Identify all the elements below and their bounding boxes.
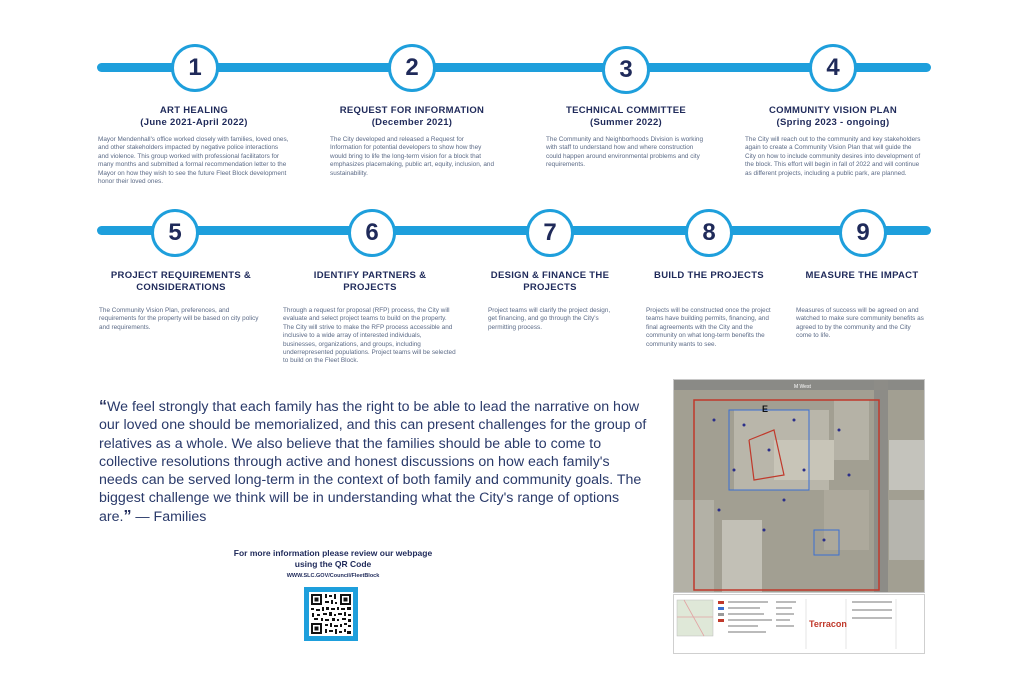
step-1-title: ART HEALING [159, 105, 229, 116]
map-street-label: M West [794, 384, 811, 390]
more-info-text: For more information please review our webpage using the QR Code [233, 548, 433, 569]
step-4-title: COMMUNITY VISION PLAN [768, 105, 898, 116]
map-area-label: E [762, 404, 769, 414]
step-5 [99, 270, 263, 332]
step-7-number: 7 [526, 209, 574, 257]
step-3-description: The Community and Neighborhoods Division is working with staff to understand how and where construction could happen around environmental problems and city requirements. [546, 136, 703, 169]
step-9-title: MEASURE THE IMPACT [805, 270, 919, 281]
step-8-description: Projects will be constructed once the project teams have building permits, financing, and final agreements with the City and the community on what long-term benefits the community wants to see. [646, 307, 771, 348]
timeline-bar-top [97, 63, 931, 72]
quote-text: We feel strongly that each family has the right to be able to lead the narrative on how our loved one should be memorialized, and this can present challenges for the group of relatives as a whole. We also believe that the families should be able to come to collective resolutions through active and honest discussions on how each family's needs can be served long-term in the context of both family and community goals. The biggest challenge we think will be in understanding what the City's range of options are. [99, 399, 647, 525]
quote-attribution: — Families [135, 508, 207, 525]
family-quote [99, 398, 649, 526]
step-3-subtitle: (Summer 2022) [589, 117, 662, 128]
step-2 [330, 105, 494, 178]
map-legend [673, 594, 925, 654]
step-9-description: Measures of success will be agreed on and watched to make sure community benefits as agreed to by the community and the City come to life. [796, 307, 924, 340]
step-2-title: REQUEST FOR INFORMATION [339, 105, 485, 116]
terracon-logo: Terracon [809, 619, 847, 629]
step-3-number: 3 [602, 46, 650, 94]
aerial-photo-image [674, 380, 924, 592]
step-4-number: 4 [809, 44, 857, 92]
step-6-description: Through a request for proposal (RFP) process, the City will evaluate and select project teams to build on the property. The City will strive to make the RFP process accessible and inclusive to a wide array of interested individuals, businesses, organizations, and groups, including underrepresented populations. Project teams will be selected to build on the Fleet Block. [283, 307, 456, 365]
step-7 [488, 270, 612, 332]
step-4-subtitle: (Spring 2023 - ongoing) [776, 117, 890, 128]
step-2-description: The City developed and released a Request for Information for potential developers to show how they would bring to life the long-term vision for a block that emphasizes placemaking, public art, equity, inclusion, and sustainability. [330, 136, 494, 177]
step-2-subtitle: (December 2021) [371, 117, 453, 128]
timeline-bar-bottom [97, 226, 931, 235]
more-info-url[interactable]: WWW.SLC.GOV/Council/FleetBlock [286, 573, 380, 579]
step-9 [796, 270, 928, 341]
step-2-number: 2 [388, 44, 436, 92]
step-1-subtitle: (June 2021-April 2022) [140, 117, 248, 128]
qr-code-icon [304, 587, 358, 641]
step-6-number: 6 [348, 209, 396, 257]
step-6 [283, 270, 457, 366]
step-4-description: The City will reach out to the community and key stakeholders again to create a Community Vision Plan that will guide the City on how to include community desires into development of the block. This effort will begin in fall of 2022 and will continue as different projects, including a public park, are planned. [745, 136, 921, 177]
qr-code[interactable] [304, 587, 358, 641]
map-legend-graphic [674, 595, 924, 653]
step-7-title: DESIGN & FINANCE THE PROJECTS [490, 270, 610, 293]
step-8-title: BUILD THE PROJECTS [654, 270, 764, 281]
step-9-number: 9 [839, 209, 887, 257]
step-6-title: IDENTIFY PARTNERS & PROJECTS [313, 270, 427, 293]
aerial-site-map [673, 379, 925, 593]
step-3-title: TECHNICAL COMMITTEE [565, 105, 687, 116]
quote-close-mark: ” [123, 507, 132, 525]
step-5-description: The Community Vision Plan, preferences, and requirements for the property will be based on city policy and requirements. [99, 307, 259, 331]
step-3 [546, 105, 706, 170]
step-5-title: PROJECT REQUIREMENTS & CONSIDERATIONS [110, 270, 252, 293]
step-1-description: Mayor Mendenhall's office worked closely with families, loved ones, and other stakeholders impacted by negative police interactions and violence. This group worked with professional facilitators for many months and submitted a formal recommendation letter to the Mayor on how they wish to see the future Fleet Block development honor their loved ones. [98, 136, 289, 186]
step-1 [98, 105, 290, 186]
step-7-description: Project teams will clarify the project design, get financing, and go through the City's permitting process. [488, 307, 611, 331]
step-8-number: 8 [685, 209, 733, 257]
step-8 [646, 270, 772, 349]
step-5-number: 5 [151, 209, 199, 257]
step-1-number: 1 [171, 44, 219, 92]
step-4 [745, 105, 921, 178]
quote-open-mark: “ [99, 398, 107, 415]
